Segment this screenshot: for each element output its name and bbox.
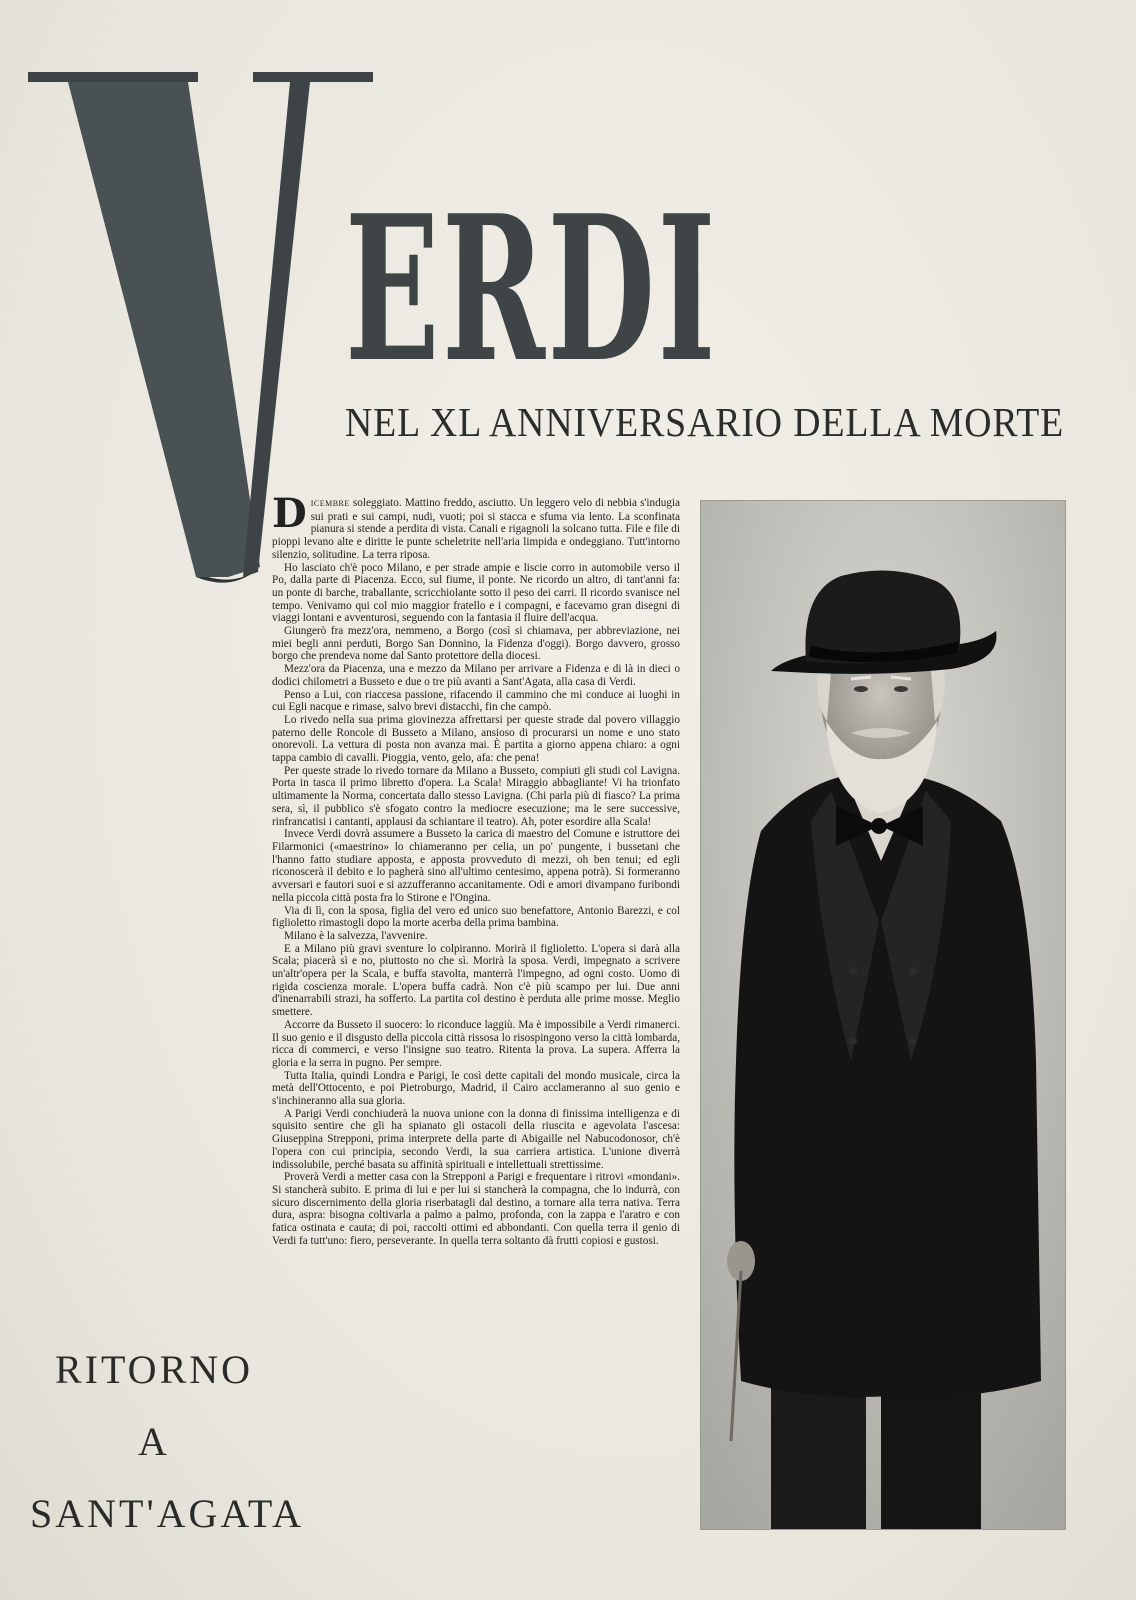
article-paragraph: Per queste strade lo rivedo tornare da Milano a Busseto, compiuti gli studi col Lavigna. Porta in tasca il primo libretto d'opera. La Scala! Miraggio abbagliante! Vi ha trionfato ultimamente la Norma, concertata dallo stesso Lavigna. (Chi parla più di fiasco? La prima sera, sì, il pubblico s'è sfogato contro la mediocre esecuzione; ma le sere successive, rinfrancatisi i cantanti, applausi da schiantare il teatro). Ah, poter esordire alla Scala! <box>272 764 680 828</box>
title-rest: ERDI <box>345 172 719 407</box>
article-paragraph: Via di lì, con la sposa, figlia del vero ed unico suo benefattore, Antonio Barezzi, e col figlioletto rimastogli dopo la morte acerba della prima bambina. <box>272 904 680 930</box>
section-title-line3: SANT'AGATA <box>30 1491 305 1536</box>
portrait-photo-icon <box>701 501 1065 1529</box>
section-title-line1: RITORNO <box>54 1347 254 1392</box>
article-paragraph: Tutta Italia, quindi Londra e Parigi, le così dette capitali del mondo musicale, circa la metà dell'Ottocento, e poi Pietroburgo, Madrid, il Cairo acclameranno al suo genio e s'inchineranno alla sua gloria. <box>272 1069 680 1108</box>
article-body <box>272 490 680 1247</box>
drop-cap: D <box>272 490 307 537</box>
article-paragraph: Accorre da Busseto il suocero: lo riconduce laggiù. Ma è impossibile a Verdi rimanerci. Il suo genio e il disgusto della piccola città rissosa lo risospingono verso la città lombarda, ricca di commerci, e verso l'insigne suo teatro. Ritenta la prova. La supera. Afferra la gloria e la serra in pugno. Per sempre. <box>272 1018 680 1069</box>
subtitle: NEL XL ANNIVERSARIO DELLA MORTE <box>345 399 1065 445</box>
article-paragraph: E a Milano più gravi sventure lo colpiranno. Morirà il figlioletto. L'opera si darà alla Scala; piacerà sì e no, piuttosto no che sì. Morirà la sposa. Verdi, impegnato a scrivere un'altr'opera per la Scala, e buffa stavolta, manterrà l'impegno, ad ogni costo. Uomo di rigida coscienza morale. L'opera buffa cadrà. Non c'è più scampo per lui. Due anni d'inenarrabili strazi, ha sofferto. La partita col destino è perduta alle prime mosse. Meglio smettere. <box>272 942 680 1019</box>
portrait-photo <box>700 500 1066 1530</box>
article-paragraph: Invece Verdi dovrà assumere a Busseto la carica di maestro del Comune e istruttore dei Filarmonici («maestrino» lo chiameranno per celia, un po' pungente, i bussetani che l'hanno fatto studiare apposta, e apposta provveduto di mezzi, oh ben tenui; ed egli riconoscerà il debito e lo pagherà sino all'ultimo centesimo, appena potrà). Si formeranno avversari e fautori suoi e si azzufferanno accanitamente. Odi e amori divampano furibondi nella piccola città posta fra lo Stirone e l'Ongina. <box>272 828 680 904</box>
section-title <box>30 1340 305 1544</box>
article-paragraph: Milano è la salvezza, l'avvenire. <box>284 929 428 942</box>
article-paragraph: Mezz'ora da Piacenza, una e mezzo da Milano per arrivare a Fidenza e di là in dieci o dodici chilometri a Busseto e due o tre più avanti a Sant'Agata, alla casa di Verdi. <box>272 663 680 688</box>
article-paragraph: Ho lasciato ch'è poco Milano, e per strade ampie e liscie corro in automobile verso il Po, dalla parte di Piacenza. Ecco, sul fiume, il ponte. Ne ricordo un altro, di tant'anni fa: un ponte di barche, traballante, scricchiolante sotto il peso dei carri. Il ricordo svanisce nel tempo. Venivamo qui col mio maggior fratello e i compagni, e facevamo gran disegni di viaggi lontani e avventurosi, seguendo con la fantasia il fluire dell'acqua. <box>272 561 680 625</box>
article-paragraph: Lo rivedo nella sua prima giovinezza affrettarsi per queste strade dal povero villaggio paterno delle Roncole di Busseto a Milano, ansioso di procurarsi un nome e uno stato onorevoli. La vettura di posta non avanza mai. È partita a giorno appena chiaro: a ogni tappa cambio di cavalli. Pioggia, vento, gelo, afa: che pena! <box>272 713 680 765</box>
section-title-line2: A <box>138 1419 170 1464</box>
article-paragraph: A Parigi Verdi conchiuderà la nuova unione con la donna di finissima intelligenza e di squisito sentire che gli ha spianato gli ostacoli della riuscita e agevolata l'ascesa: Giuseppina Strepponi, prima interprete della parte di Abigaille nel Nabucodonosor, ch'è l'opera con cui principia, secondo Verdi, la sua carriera artistica. L'unione diverrà indissolubile, perché basata su affinità spirituali e intellettuali strettissime. <box>272 1107 680 1171</box>
lead-text: soleggiato. Mattino freddo, asciutto. Un leggero velo di nebbia s'indugia sui prati e sui campi, nudi, vuoti; poi si stacca e sfuma via lento. La sconfinata pianura si stende a perdita di vista. Canali e rigagnoli la solcano tutta. File e file di pioppi levano alte e diritte le punte scheletrite nell'aria limpida e ondeggiano. Tutt'intorno silenzio, solitudine. La terra riposa. <box>272 497 680 561</box>
article-paragraph: Giungerò fra mezz'ora, nemmeno, a Borgo (così si chiamava, per abbreviazione, nei miei begli anni perduti, Borgo San Donnino, la Fidenza d'oggi). Borgo davvero, grosso borgo che prendeva nome dal Santo protettore della diocesi. <box>272 625 680 663</box>
article-paragraph: Penso a Lui, con riaccesa passione, rifacendo il cammino che mi conduce ai luoghi in cui Egli nacque e rimase, salvo brevi distacchi, fin che campò. <box>272 688 680 714</box>
lead-smallcaps: ICEMBRE <box>310 499 350 508</box>
article-lead-paragraph <box>272 490 680 562</box>
article-paragraph: Proverà Verdi a metter casa con la Strepponi a Parigi e frequentare i ritrovi «mondani». Si stancherà subito. E prima di lui e per lui si stancherà la compagna, che lo indurrà, con sicuro discernimento della gloria riserbatagli dal destino, a tornare alla terra nativa. Terra dura, aspra: bisogna coltivarla a palmo a palmo, profonda, con la zappa e l'aratro e con fatica ostinata e cauta; di poi, raccolti ottimi ed abbondanti. Con quella terra il genio di Verdi fa tutt'uno: fiero, perseverante. In quella terra soltanto dà frutti copiosi e gustosi. <box>272 1171 680 1247</box>
